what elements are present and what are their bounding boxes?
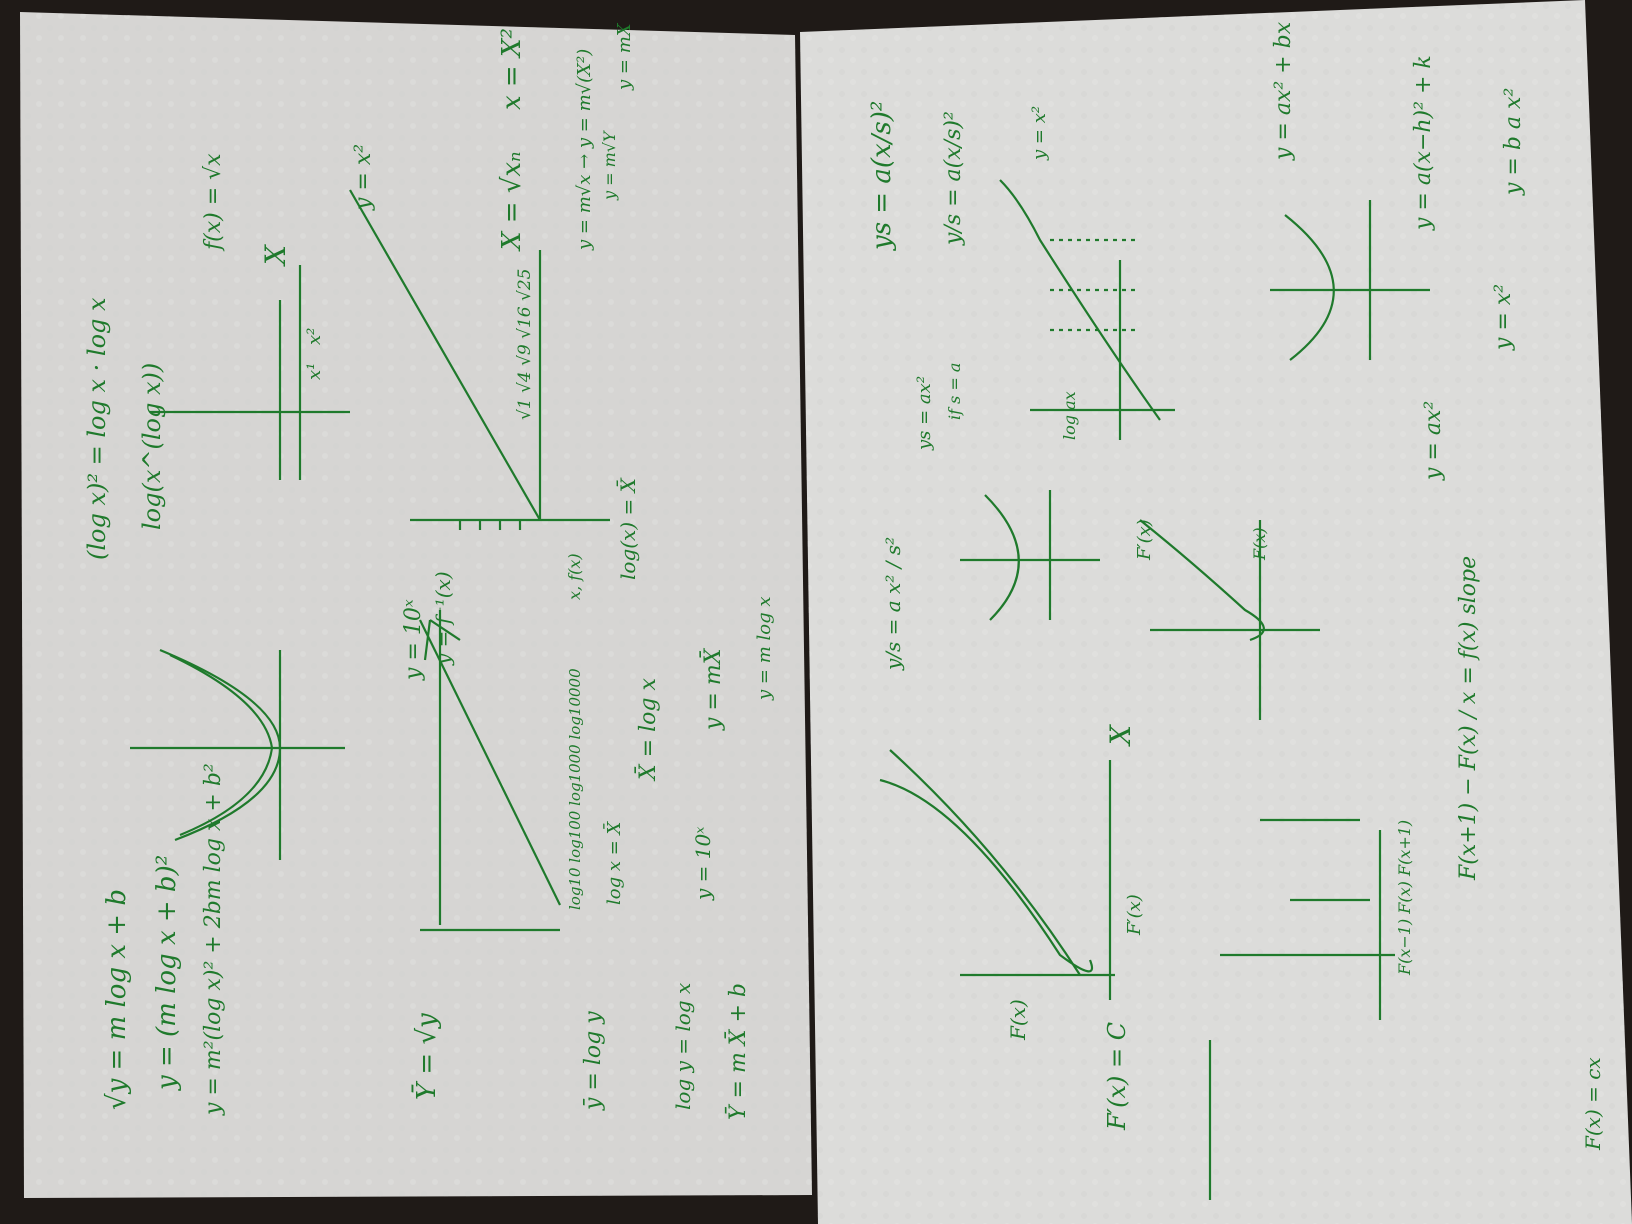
eq-expanded: y = m²(log x)² + 2bm log x + b² <box>201 763 226 1115</box>
eq-y-mlogx: y = m log x <box>754 596 775 700</box>
eq-y-mX-bar: y = mX̄ <box>701 648 726 730</box>
tick-x2: x² <box>304 327 325 345</box>
eq-x-X2: x = X² <box>497 28 527 110</box>
eq-X-sqrt: X = √xₙ <box>497 151 527 250</box>
label-fprime-x: F′(x) <box>1134 519 1155 560</box>
eq-y-ax2-bx: y = ax² + bx <box>1271 21 1296 160</box>
label-f-x-small: F(x) <box>1250 527 1269 560</box>
label-x-fx: x, f(x) <box>565 553 584 600</box>
eq-log-squared: (log x)² = log x · log x <box>83 297 111 560</box>
eq-y-over-s: y/s = a(x/s)² <box>941 111 966 245</box>
tick-labels-sqrt: √1 √4 √9 √16 √25 <box>515 268 535 420</box>
eq-y-a-shift: y = a(x−h)² + k <box>1411 55 1436 230</box>
label-fprime-bottom: F′(x) <box>1124 894 1145 935</box>
eq-y-ax2: y = ax² <box>1421 400 1446 480</box>
eq-y-10x: y = 10ˣ <box>691 826 715 900</box>
eq-fprime-c: F′(x) = C <box>1103 1021 1131 1130</box>
eq-sqrt-y: √y = m log x + b <box>102 889 132 1110</box>
label-y-x2: y = x² <box>351 143 376 210</box>
eq-log-x-X: log(x) = X̄ <box>616 478 640 580</box>
label-10x: y = 10ˣ <box>401 599 426 680</box>
axis-label-X-right: X <box>1104 725 1137 745</box>
eq-log-power: log(x^(log x)) <box>138 362 166 530</box>
eq-Ybar: Ȳ = m X̄ + b <box>726 983 751 1120</box>
eq-Xbar-logx: X̄ = log x <box>636 678 661 780</box>
eq-y-bax2: y = b a x² <box>1501 87 1526 195</box>
label-y-x2-box: y = x² <box>1029 105 1050 160</box>
eq-ys-axs: ys = a(x/s)² <box>867 100 897 250</box>
tick-x1: x¹ <box>304 362 325 380</box>
label-fx-left: F(x) <box>1006 999 1030 1040</box>
eq-y-over-s-frac: y/s = a x² / s² <box>881 536 905 670</box>
eq-logy-logx: log y = log x <box>671 982 695 1110</box>
eq-f-sqrt: f(x) = √x <box>201 153 226 250</box>
label-fx-terms: F(x−1) F(x) F(x+1) <box>1395 819 1414 975</box>
axis-label-x: X <box>259 245 292 265</box>
label-if-s-a: if s = a <box>945 362 964 420</box>
eq-ybar-logy: ȳ = log y <box>581 1011 606 1110</box>
label-f-inverse: y = f⁻¹(x) <box>431 571 455 665</box>
eq-y-x2: y = x² <box>1491 283 1516 350</box>
eq-y-mX: y = mX <box>614 23 635 90</box>
tick-labels-log: log10 log100 log1000 log10000 <box>566 668 584 910</box>
eq-Y-sqrty: Ȳ = √y <box>412 1013 442 1100</box>
eq-y-msqrtY: y = m√Y <box>600 131 619 200</box>
eq-difference: F(x+1) − F(x) / x = f(x) slope <box>1456 555 1481 880</box>
eq-f-cx: F(x) = cx <box>1581 1057 1605 1150</box>
eq-ys-ax2: ys = ax² <box>914 375 935 450</box>
eq-y-squared: y = (m log x + b)² <box>152 854 182 1090</box>
label-log-ax: log ax <box>1060 391 1079 440</box>
eq-y-msqrtx: y = m√x → y = m√(X²) <box>574 48 595 250</box>
eq-logx-X: log x = X̄ <box>604 821 625 905</box>
